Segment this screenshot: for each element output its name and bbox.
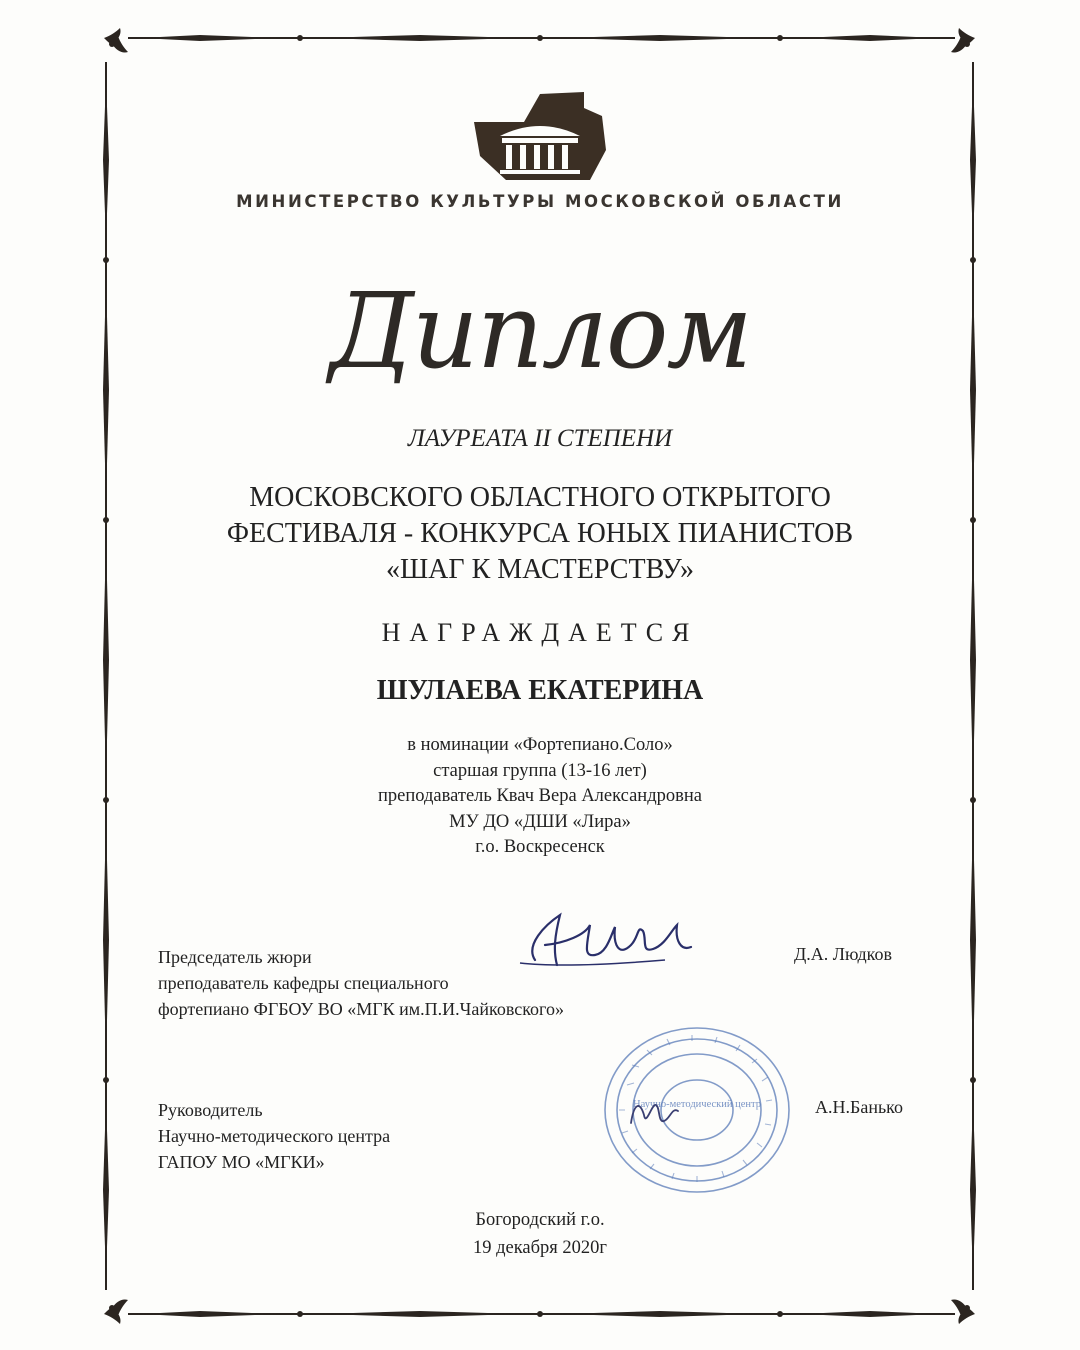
- jury-chair-line: Председатель жюри: [158, 947, 312, 967]
- center-head-line: Научно-методического центра: [158, 1126, 391, 1146]
- festival-line: ФЕСТИВАЛЯ - КОНКУРСА ЮНЫХ ПИАНИСТОВ: [226, 518, 854, 549]
- jury-chair-line: фортепиано ФГБОУ ВО «МГК им.П.И.Чайковского»: [158, 999, 564, 1019]
- center-head-signature: [626, 1093, 686, 1133]
- age-group-line: старшая группа (13-16 лет): [433, 760, 647, 781]
- place-and-date: [0, 1206, 1080, 1262]
- ministry-name: МИНИСТЕРСТВО КУЛЬТУРЫ МОСКОВСКОЙ ОБЛАСТИ: [236, 192, 844, 211]
- laureate-degree: ЛАУРЕАТА II СТЕПЕНИ: [407, 425, 673, 452]
- festival-name: [0, 480, 1080, 588]
- jury-chair-title: [158, 944, 564, 1022]
- school-line: МУ ДО «ДШИ «Лира»: [449, 811, 631, 832]
- date-line: 19 декабря 2020г: [472, 1238, 608, 1258]
- center-head-name: А.Н.Банько: [815, 1097, 903, 1117]
- ministry-emblem-logo: [470, 90, 610, 185]
- stamp-text: Научно-методический центр: [633, 1099, 761, 1110]
- place-line: Богородский г.о.: [475, 1210, 605, 1230]
- city-line: г.о. Воскресенск: [475, 837, 605, 857]
- festival-line: «ШАГ К МАСТЕРСТВУ»: [385, 554, 695, 585]
- awarded-label: НАГРАЖДАЕТСЯ: [381, 618, 699, 647]
- festival-line: МОСКОВСКОГО ОБЛАСТНОГО ОТКРЫТОГО: [249, 482, 831, 513]
- center-head-line: ГАПОУ МО «МГКИ»: [158, 1152, 325, 1172]
- center-head-line: Руководитель: [158, 1100, 263, 1120]
- diploma-title: Диплом: [329, 270, 751, 392]
- jury-chair-line: преподаватель кафедры специального: [158, 973, 449, 993]
- award-details: [0, 733, 1080, 861]
- nomination-line: в номинации «Фортепиано.Соло»: [407, 735, 673, 755]
- recipient-name: ШУЛАЕВА ЕКАТЕРИНА: [376, 675, 704, 706]
- center-head-title: [158, 1097, 390, 1175]
- jury-chair-name: Д.А. Людков: [794, 944, 893, 964]
- teacher-line: преподаватель Квач Вера Александровна: [378, 786, 702, 806]
